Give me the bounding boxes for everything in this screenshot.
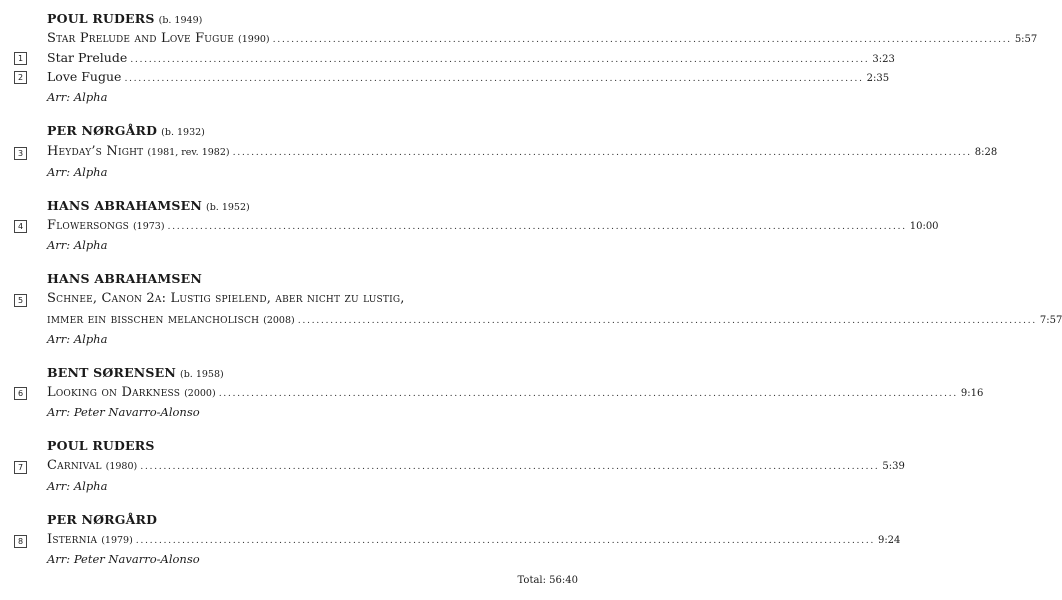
- composer-heading: [47, 511, 578, 529]
- arranger-line: [47, 550, 578, 568]
- track-number: 6: [14, 387, 27, 400]
- track-row[interactable]: [47, 290, 578, 308]
- track-row[interactable]: [47, 143, 998, 161]
- track-duration: 3:23: [872, 54, 895, 65]
- arranger: Arr: Alpha: [47, 90, 108, 104]
- composer-heading: [47, 10, 578, 28]
- composer-name: HANS ABRAHAMSEN: [47, 271, 202, 286]
- track-row[interactable]: [47, 531, 901, 549]
- arranger: Arr: Alpha: [47, 479, 108, 493]
- work-title: Flowersongs: [47, 218, 129, 233]
- track-row[interactable]: [47, 217, 939, 235]
- composer-heading: [47, 437, 578, 455]
- work-title: Carnival: [47, 458, 102, 473]
- work-duration: 5:39: [882, 461, 905, 472]
- leader-dots: ................................................................................................................................................................: [135, 535, 875, 546]
- work-duration: 9:16: [960, 388, 984, 399]
- work-title: Star Prelude and Love Fugue: [47, 31, 235, 46]
- work-line: [47, 30, 1038, 48]
- work-duration: 5:57: [1014, 34, 1038, 45]
- work-duration: 7:57: [1039, 315, 1062, 326]
- work-duration: 9:24: [877, 535, 901, 546]
- track-title: Love Fugue: [47, 69, 122, 84]
- leader-dots: ................................................................................................................................................................: [272, 34, 1012, 45]
- track-row[interactable]: [47, 384, 984, 402]
- arranger-line: [47, 330, 578, 348]
- track-row[interactable]: [47, 49, 895, 67]
- composer-birth: (b. 1958): [180, 369, 224, 380]
- track-row[interactable]: [47, 457, 905, 475]
- work-title-continued: immer ein bißchen melancholisch: [47, 312, 260, 327]
- leader-dots: ................................................................................................................................................................: [140, 461, 880, 472]
- composer-name: POUL RUDERS: [47, 438, 155, 453]
- leader-dots: ................................................................................................................................................................: [297, 315, 1037, 326]
- leader-dots: ................................................................................................................................................................: [218, 388, 958, 399]
- work-year: (2000): [184, 388, 216, 399]
- leader-dots: ................................................................................................................................................................: [130, 54, 870, 65]
- track-number: 8: [14, 535, 27, 548]
- work-title: Isternia: [47, 532, 98, 547]
- composer-birth: (b. 1952): [206, 202, 250, 213]
- composer-birth: (b. 1932): [161, 127, 205, 138]
- composer-heading: [47, 270, 578, 288]
- arranger: Arr: Alpha: [47, 165, 108, 179]
- work-year: (2008): [263, 315, 295, 326]
- composer-name: BENT SØRENSEN: [47, 365, 177, 380]
- track-number: 7: [14, 461, 27, 474]
- work-year: (1990): [238, 34, 270, 45]
- work-year: (1973): [132, 221, 165, 232]
- arranger: Arr: Alpha: [47, 238, 108, 252]
- track-row[interactable]: [47, 68, 890, 86]
- composer-heading: [47, 197, 578, 215]
- arranger-line: [47, 403, 578, 421]
- composer-name: HANS ABRAHAMSEN: [47, 198, 202, 213]
- leader-dots: ................................................................................................................................................................: [232, 147, 972, 158]
- work-title: Heyday’s Night: [47, 144, 144, 159]
- track-duration: 2:35: [866, 73, 890, 84]
- work-duration: 8:28: [974, 147, 998, 158]
- track-number: 5: [14, 294, 27, 307]
- arranger-line: [47, 236, 578, 254]
- composer-birth: (b. 1949): [158, 15, 203, 26]
- work-title: Looking on Darkness: [47, 385, 181, 400]
- arranger-line: [47, 163, 578, 181]
- arranger: Arr: Alpha: [47, 332, 108, 346]
- work-duration: 10:00: [909, 221, 939, 232]
- track-number: 2: [14, 71, 27, 84]
- leader-dots: ................................................................................................................................................................: [124, 73, 864, 84]
- arranger: Arr: Peter Navarro-Alonso: [47, 552, 200, 566]
- total-duration: Total: 56:40: [517, 575, 578, 586]
- work-year: (1980): [105, 461, 138, 472]
- track-title: Star Prelude: [47, 50, 128, 65]
- composer-name: PER NØRGÅRD: [47, 512, 158, 527]
- leader-dots: ................................................................................................................................................................: [167, 221, 907, 232]
- composer-name: PER NØRGÅRD: [47, 123, 158, 138]
- composer-heading: [47, 122, 578, 140]
- work-year: (1981, rev. 1982): [147, 147, 230, 158]
- composer-name: POUL RUDERS: [47, 11, 155, 26]
- track-number: 3: [14, 147, 27, 160]
- track-number: 4: [14, 220, 27, 233]
- arranger-line: [47, 88, 578, 106]
- work-year: (1979): [101, 535, 133, 546]
- arranger: Arr: Peter Navarro-Alonso: [47, 405, 200, 419]
- track-number: 1: [14, 52, 27, 65]
- arranger-line: [47, 477, 578, 495]
- composer-heading: [47, 364, 578, 382]
- work-title: Schnee, Canon 2a: Lustig spielend, aber nicht zu lustig,: [47, 291, 405, 306]
- work-line: [47, 311, 1062, 329]
